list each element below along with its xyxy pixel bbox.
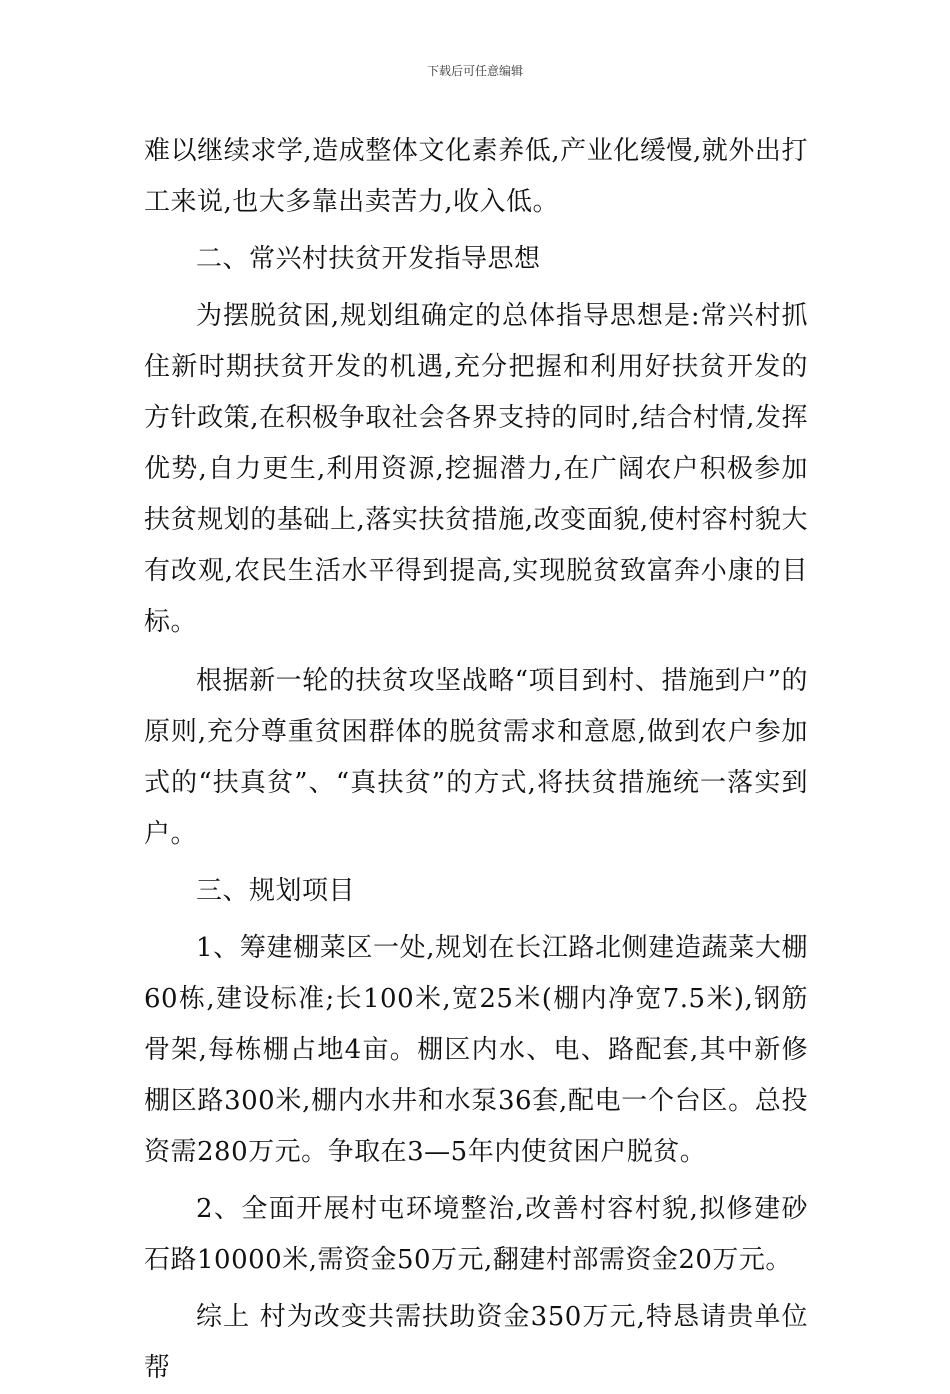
paragraph-project-2: 2、全面开展村屯环境整治,改善村容村貌,拟修建砂石路10000米,需资金50万元,翻建村部需资金20万元。	[144, 1194, 808, 1275]
document-body	[144, 126, 808, 1394]
paragraph-strategy: 根据新一轮的扶贫攻坚战略“项目到村、措施到户”的原则,充分尊重贫困群体的脱贫需求和意愿,做到农户参加式的“扶真贫”、“真扶贫”的方式,将扶贫措施统一落实到户。	[144, 666, 808, 849]
paragraph-continuation: 难以继续求学,造成整体文化素养低,产业化缓慢,就外出打工来说,也大多靠出卖苦力,收入低。	[144, 136, 808, 217]
paragraph-summary: 综上 村为改变共需扶助资金350万元,特恳请贵单位帮	[144, 1302, 808, 1383]
page-header: 下载后可任意编辑	[426, 64, 523, 78]
paragraph-project-1: 1、筹建棚菜区一处,规划在长江路北侧建造蔬菜大棚60栋,建设标准;长100米,宽25米(棚内净宽7.5米),钢筋骨架,每栋棚占地4亩。棚区内水、电、路配套,其中新修棚区路300米,棚内水井和水泵36套,配电一个台区。总投资需280万元。争取在3—5年内使贫困户脱贫。	[144, 933, 808, 1167]
section-heading-projects: 三、规划项目	[196, 876, 356, 906]
paragraph-guiding-thought: 为摆脱贫困,规划组确定的总体指导思想是:常兴村抓住新时期扶贫开发的机遇,充分把握和利用好扶贫开发的方针政策,在积极争取社会各界支持的同时,结合村情,发挥优势,自力更生,利用资源,挖掘潜力,在广阔农户积极参加扶贫规划的基础上,落实扶贫措施,改变面貌,使村容村貌大有改观,农民生活水平得到提高,实现脱贫致富奔小康的目标。	[144, 301, 808, 637]
section-heading-guiding-thought: 二、常兴村扶贫开发指导思想	[196, 244, 541, 274]
